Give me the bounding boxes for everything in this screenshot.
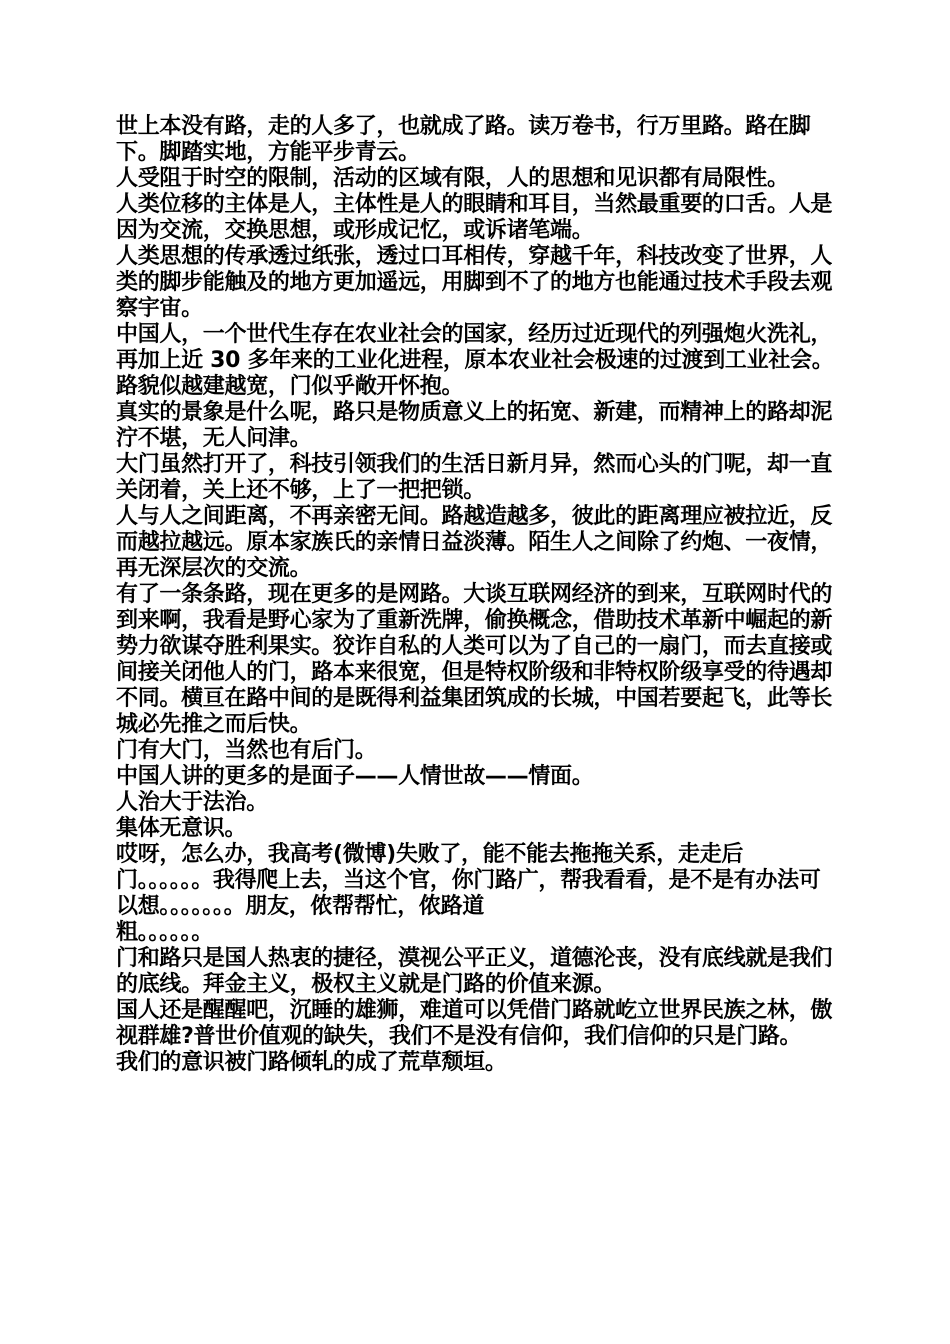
- paragraph: 有了一条条路，现在更多的是网路。大谈互联网经济的到来，互联网时代的到来啊，我看是野心家为了重新洗牌，偷换概念，借助技术革新中崛起的新势力欲谋夺胜利果实。狡诈自私的人类可以为了自己的一扇门，而去直接或间接关闭他人的门，路本来很宽，但是特权阶级和非特权阶级享受的待遇却不同。横亘在路中间的是既得利益集团筑成的长城，中国若要起飞，此等长城必先推之而后快。: [116, 582, 833, 737]
- paragraph: 世上本没有路，走的人多了，也就成了路。读万卷书，行万里路。路在脚下。脚踏实地，方能平步青云。: [116, 114, 811, 165]
- paragraph: 中国人讲的更多的是面子——人情世故——情面。: [116, 764, 594, 789]
- paragraph: 人类思想的传承透过纸张，透过口耳相传，穿越千年，科技改变了世界，人类的脚步能触及的地方更加遥远，用脚到不了的地方也能通过技术手段去观察宇宙。: [116, 244, 833, 321]
- paragraph: 我们的意识被门路倾轧的成了荒草颓垣。: [116, 1050, 507, 1075]
- paragraph: 人类位移的主体是人，主体性是人的眼睛和耳目，当然最重要的口舌。人是因为交流，交换思想，或形成记忆，或诉诸笔端。: [116, 192, 833, 243]
- paragraph: 哎呀，怎么办，我高考(微博)失败了，能不能去拖拖关系，走走后门。。。。。。我得爬上去，当这个官，你门路广，帮我看看，是不是有办法可以想。。。。。。。朋友，侬帮帮忙，侬路道: [116, 842, 821, 919]
- paragraph: 国人还是醒醒吧，沉睡的雄狮，难道可以凭借门路就屹立世界民族之林，傲视群雄?普世价值观的缺失，我们不是没有信仰，我们信仰的只是门路。: [116, 998, 833, 1049]
- paragraph: 门有大门，当然也有后门。: [116, 738, 377, 763]
- paragraph: 真实的景象是什么呢，路只是物质意义上的拓宽、新建，而精神上的路却泥泞不堪，无人问津。: [116, 400, 833, 451]
- paragraph: 集体无意识。: [116, 816, 247, 841]
- paragraph: 粗。。。。。。: [116, 920, 213, 945]
- paragraph: 人与人之间距离，不再亲密无间。路越造越多，彼此的距离理应被拉近，反而越拉越远。原本家族氏的亲情日益淡薄。陌生人之间除了约炮、一夜情，再无深层次的交流。: [116, 504, 833, 581]
- paragraph: 人治大于法治。: [116, 790, 268, 815]
- paragraph: 大门虽然打开了，科技引领我们的生活日新月异，然而心头的门呢，却一直关闭着，关上还不够，上了一把把锁。: [116, 452, 833, 503]
- paragraph: 门和路只是国人热衷的捷径，漠视公平正义，道德沦丧，没有底线就是我们的底线。拜金主义，极权主义就是门路的价值来源。: [116, 946, 833, 997]
- document-body: [116, 114, 836, 1076]
- paragraph: 人受阻于时空的限制，活动的区域有限，人的思想和见识都有局限性。: [116, 166, 789, 191]
- paragraph: 中国人，一个世代生存在农业社会的国家，经历过近现代的列强炮火洗礼，再加上近 30 多年来的工业化进程，原本农业社会极速的过渡到工业社会。: [116, 322, 834, 373]
- paragraph: 路貌似越建越宽，门似乎敞开怀抱。: [116, 374, 464, 399]
